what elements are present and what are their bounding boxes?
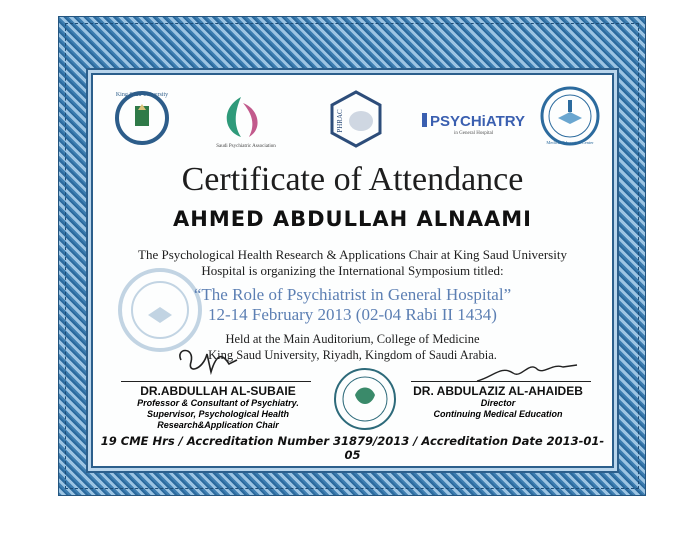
- signature-right: [473, 355, 583, 387]
- psychiatry-logo-text: PSYCHiATRY: [430, 113, 526, 130]
- phrac-logo: [328, 89, 384, 149]
- university-logo-text: King Saud University: [115, 92, 169, 98]
- signatory-left-name: DR.ABDULLAH AL-SUBAIE: [140, 384, 296, 398]
- intro-line-1: The Psychological Health Research & Applications Chair at King Saud University: [138, 247, 567, 262]
- symposium-block: [93, 285, 612, 325]
- official-seal: [329, 365, 401, 433]
- signature-left: [173, 340, 243, 380]
- signatory-right-name: DR. ABDULAZIZ AL-AHAIDEB: [413, 384, 583, 398]
- signatory-left: [103, 384, 333, 431]
- university-logo: [110, 88, 174, 146]
- intro-line-2: Hospital is organizing the International Symposium titled:: [201, 263, 504, 278]
- venue-line-2: King Saud University, Riyadh, Kingdom of Saudi Arabia.: [208, 348, 497, 362]
- psychiatry-logo-subtext: in General Hospital: [454, 131, 494, 136]
- certificate-panel: [91, 73, 614, 468]
- venue-line-1: Held at the Main Auditorium, College of Medicine: [225, 332, 480, 346]
- psychiatry-logo: [420, 109, 528, 137]
- signatory-right: [398, 384, 598, 420]
- education-center-text: Medical Education Center: [546, 140, 594, 145]
- psychiatric-association-logo: [211, 93, 281, 149]
- recipient-name: AHMED ABDULLAH ALNAAMI: [173, 207, 532, 231]
- psychiatric-association-text: Saudi Psychiatric Association: [216, 144, 276, 149]
- signatory-left-role-1: Professor & Consultant of Psychiatry.: [137, 398, 299, 408]
- education-center-logo: [538, 84, 602, 148]
- phrac-text: PHRAC: [336, 109, 344, 133]
- accreditation-footer: 19 CME Hrs / Accreditation Number 31879/2013 / Accreditation Date 2013-01-05: [100, 434, 605, 462]
- signature-line-right: [411, 381, 591, 382]
- signatory-left-role-2: Supervisor, Psychological Health Research&Application Chair: [146, 409, 290, 430]
- signatory-right-role-1: Director: [480, 398, 516, 408]
- signature-line-left: [121, 381, 311, 382]
- symposium-dates: 12-14 February 2013 (02-04 Rabi II 1434): [208, 305, 497, 324]
- certificate-title: Certificate of Attendance: [181, 161, 524, 198]
- symposium-title: “The Role of Psychiatrist in General Hospital”: [193, 285, 512, 304]
- signatory-right-role-2: Continuing Medical Education: [433, 409, 563, 419]
